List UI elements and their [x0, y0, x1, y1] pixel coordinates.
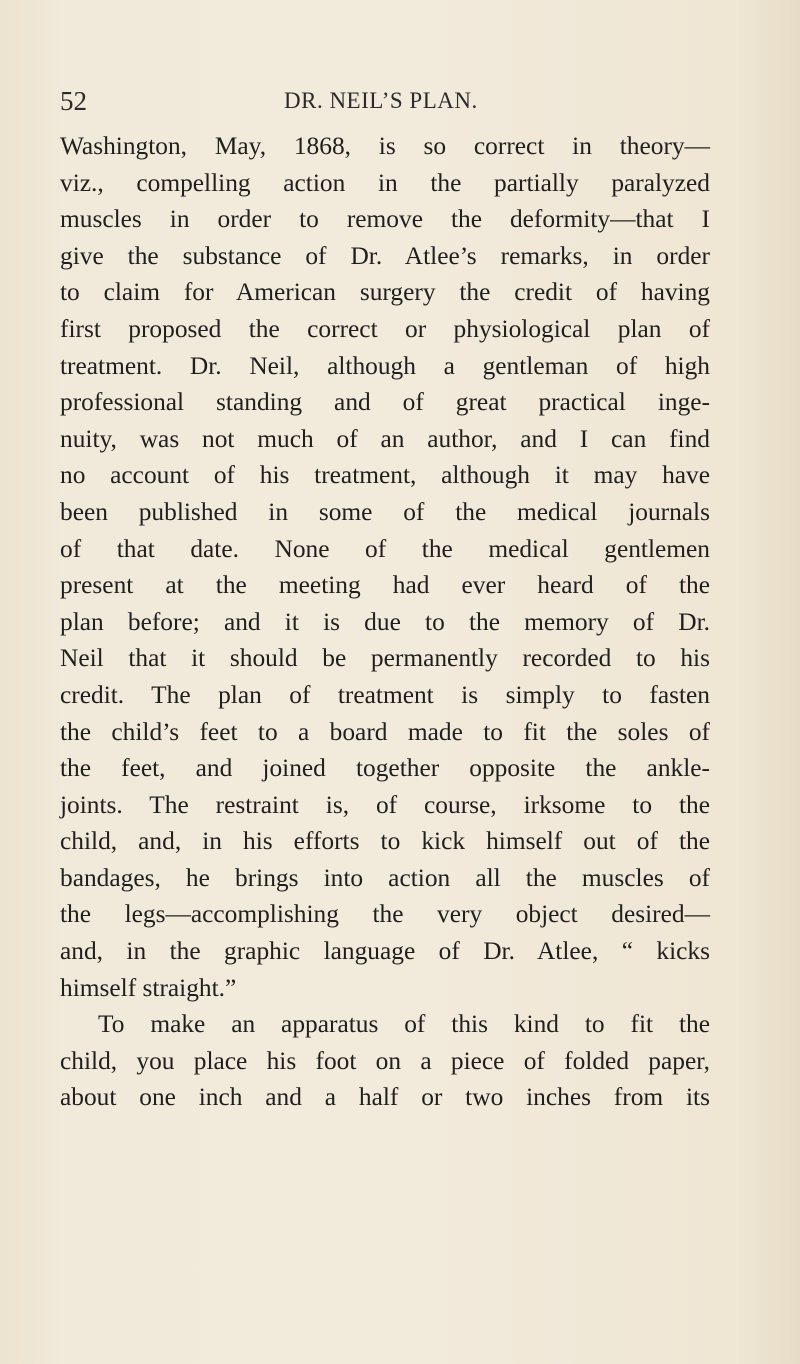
text-line: himself straight.”	[60, 973, 237, 1002]
text-line: nuity, was not much of an author, and I can find	[60, 424, 710, 453]
text-line: joints. The restraint is, of course, irksome to the	[60, 790, 710, 819]
running-head: DR. NEIL’S PLAN.	[284, 88, 478, 113]
text-line: Neil that it should be permanently recorded to his	[60, 644, 710, 673]
text-line: child, and, in his efforts to kick himself out of the	[60, 827, 710, 856]
text-line: credit. The plan of treatment is simply to fasten	[60, 680, 710, 709]
text-line: of that date. None of the medical gentlemen	[60, 534, 710, 563]
page-number: 52	[60, 86, 87, 116]
text-line: the legs—accomplishing the very object desired—	[60, 900, 710, 929]
body-text	[60, 128, 710, 1116]
text-line: no account of his treatment, although it may have	[60, 461, 710, 490]
text-line: child, you place his foot on a piece of folded paper,	[60, 1046, 710, 1075]
text-line: viz., compelling action in the partially paralyzed	[60, 168, 710, 197]
text-line: and, in the graphic language of Dr. Atlee, “ kicks	[60, 937, 710, 966]
text-line: bandages, he brings into action all the muscles of	[60, 863, 710, 892]
text-line: To make an apparatus of this kind to fit the	[98, 1010, 710, 1039]
text-line: professional standing and of great practical inge-	[60, 388, 710, 417]
page-header	[60, 86, 720, 122]
text-line: give the substance of Dr. Atlee’s remarks, in order	[60, 241, 710, 270]
text-line: muscles in order to remove the deformity—that I	[60, 205, 710, 234]
text-line: Washington, May, 1868, is so correct in theory—	[60, 132, 710, 160]
text-line: the feet, and joined together opposite the ankle-	[60, 754, 710, 783]
text-line: present at the meeting had ever heard of the	[60, 571, 710, 600]
text-line: the child’s feet to a board made to fit the soles of	[60, 717, 710, 746]
text-line: treatment. Dr. Neil, although a gentleman of high	[60, 351, 710, 380]
text-line: to claim for American surgery the credit of having	[60, 278, 710, 307]
text-line: about one inch and a half or two inches from its	[60, 1083, 710, 1112]
text-line: plan before; and it is due to the memory of Dr.	[60, 607, 710, 636]
text-line: been published in some of the medical journals	[60, 497, 710, 526]
text-line: first proposed the correct or physiological plan of	[60, 314, 710, 343]
